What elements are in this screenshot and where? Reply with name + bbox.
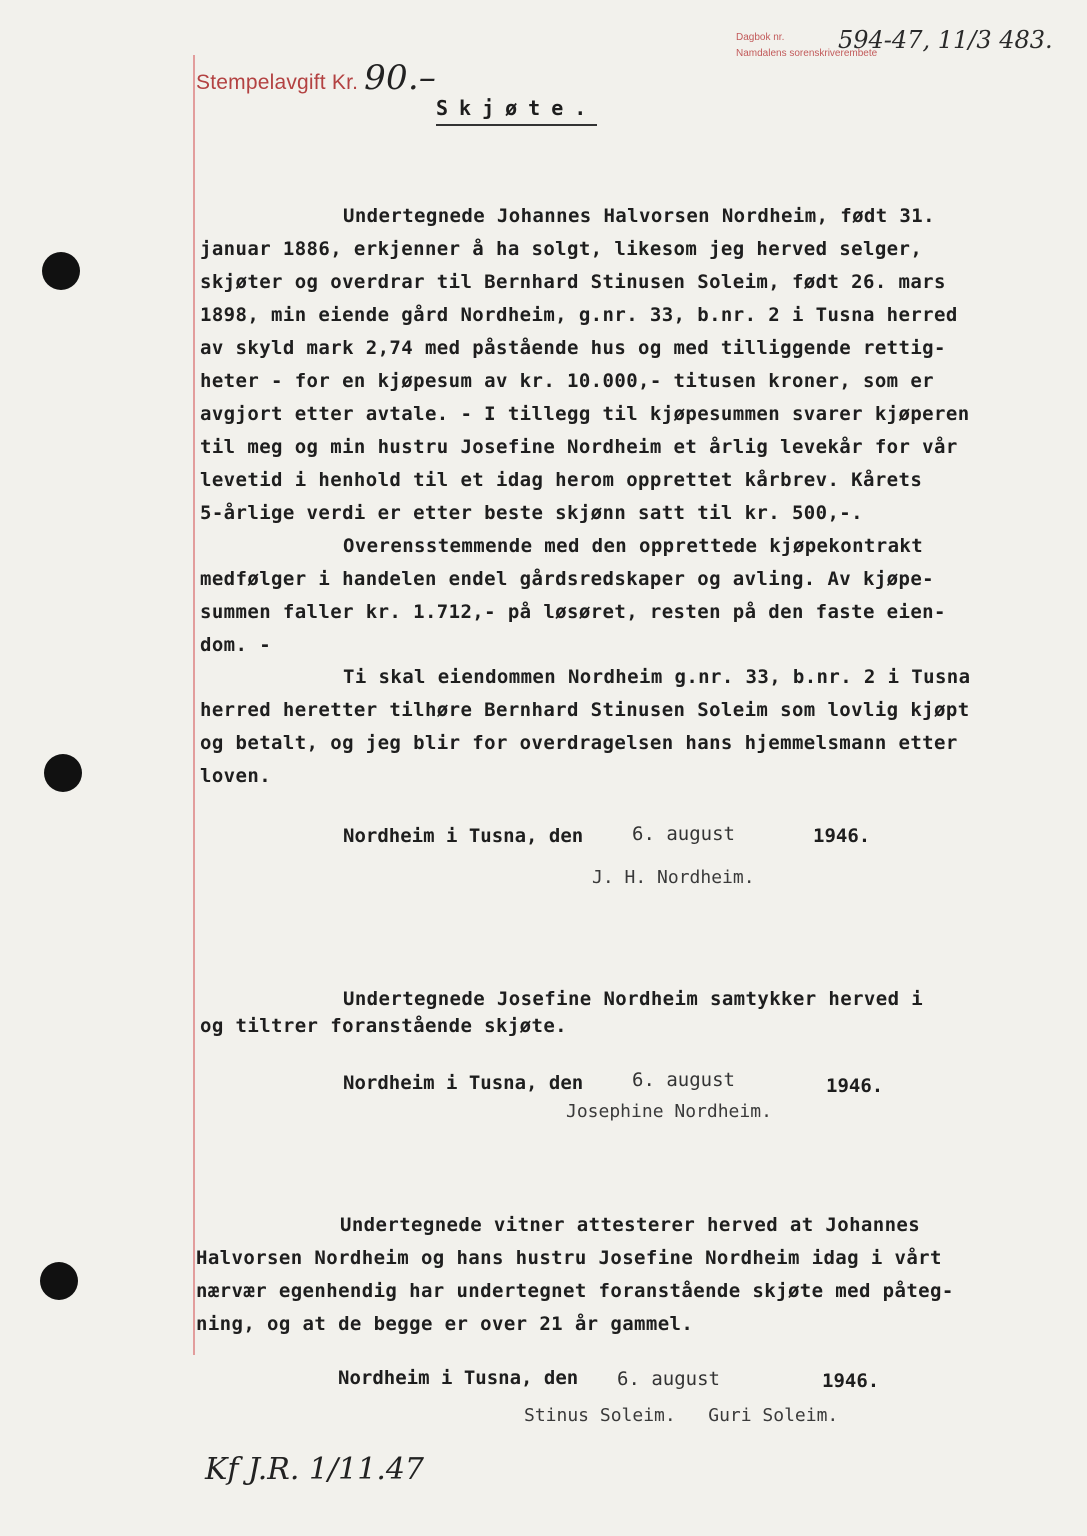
dating-year: 1946.: [826, 1075, 884, 1097]
body-line: medfølger i handelen endel gårdsredskaper og avling. Av kjøpe-: [200, 568, 935, 590]
body-line: og betalt, og jeg blir for overdragelsen hans hjemmelsmann etter: [200, 732, 958, 754]
punch-hole-middle: [44, 754, 82, 792]
document-title: Skjøte.: [436, 96, 597, 126]
witness-signatures: Stinus Soleim. Guri Soleim.: [524, 1405, 839, 1426]
dating-date: 6. august: [617, 1368, 720, 1390]
consent-line: Undertegnede Josefine Nordheim samtykker herved i: [343, 988, 924, 1010]
body-line: av skyld mark 2,74 med påstående hus og med tilliggende rettig-: [200, 337, 946, 359]
body-line: loven.: [200, 765, 272, 787]
body-line: Undertegnede Johannes Halvorsen Nordheim, født 31.: [343, 205, 935, 227]
signature-wife: Josephine Nordheim.: [566, 1101, 772, 1122]
punch-hole-top: [42, 252, 80, 290]
stamp-fee-amount: 90.–: [364, 58, 437, 98]
stamp-fee: [196, 58, 436, 98]
registry-stamp-line2: Namdalens sorenskriverembete: [736, 48, 878, 59]
body-line: 5-årlige verdi er etter beste skjønn satt til kr. 500,-.: [200, 502, 863, 524]
body-line: levetid i henhold til et idag herom opprettet kårbrev. Kårets: [200, 469, 923, 491]
punch-hole-bottom: [40, 1262, 78, 1300]
handwritten-note: Kf J.R. 1/11.47: [205, 1452, 425, 1487]
dating-date: 6. august: [632, 1069, 735, 1091]
dating-date: 6. august: [632, 823, 735, 845]
consent-line: og tiltrer foranstående skjøte.: [200, 1015, 568, 1037]
body-line: skjøter og overdrar til Bernhard Stinusen Soleim, født 26. mars: [200, 271, 946, 293]
witness-line: nærvær egenhendig har undertegnet foranstående skjøte med påteg-: [196, 1280, 954, 1302]
margin-rule: [193, 55, 195, 1355]
dating-year: 1946.: [822, 1370, 880, 1392]
dating-place: Nordheim i Tusna, den: [343, 1072, 584, 1094]
registry-handwritten-number: 594-47, 11/3 483.: [838, 26, 1053, 54]
dating-year: 1946.: [813, 825, 871, 847]
witness-line: Halvorsen Nordheim og hans hustru Josefine Nordheim idag i vårt: [196, 1247, 942, 1269]
body-line: 1898, min eiende gård Nordheim, g.nr. 33, b.nr. 2 i Tusna herred: [200, 304, 958, 326]
body-line: Overensstemmende med den opprettede kjøpekontrakt: [343, 535, 924, 557]
dating-place: Nordheim i Tusna, den: [343, 825, 584, 847]
body-line: summen faller kr. 1.712,- på løsøret, resten på den faste eien-: [200, 601, 946, 623]
registry-stamp-line1: Dagbok nr.: [736, 32, 785, 43]
dating-place: Nordheim i Tusna, den: [338, 1367, 579, 1389]
body-line: dom. -: [200, 634, 272, 656]
witness-line: Undertegnede vitner attesterer herved at Johannes: [340, 1214, 921, 1236]
body-line: avgjort etter avtale. - I tillegg til kjøpesummen svarer kjøperen: [200, 403, 970, 425]
body-line: heter - for en kjøpesum av kr. 10.000,- titusen kroner, som er: [200, 370, 935, 392]
body-line: til meg og min hustru Josefine Nordheim et årlig levekår for vår: [200, 436, 958, 458]
signature-seller: J. H. Nordheim.: [592, 867, 755, 888]
body-line: januar 1886, erkjenner å ha solgt, likesom jeg herved selger,: [200, 238, 923, 260]
body-line: herred heretter tilhøre Bernhard Stinusen Soleim som lovlig kjøpt: [200, 699, 970, 721]
body-line: Ti skal eiendommen Nordheim g.nr. 33, b.nr. 2 i Tusna: [343, 666, 971, 688]
stamp-fee-label: Stempelavgift Kr.: [196, 71, 359, 94]
witness-line: ning, og at de begge er over 21 år gammel.: [196, 1313, 694, 1335]
